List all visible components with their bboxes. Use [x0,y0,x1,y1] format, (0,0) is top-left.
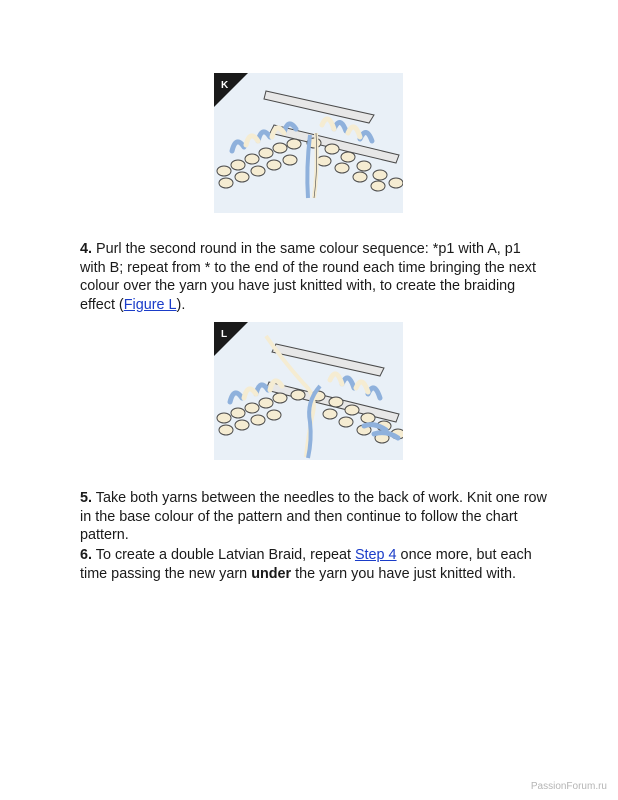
step-5-number: 5. [80,490,93,506]
step-4-number: 4. [80,241,93,257]
step-5-paragraph [80,489,550,545]
step-6-number: 6. [80,547,93,563]
step-6-emphasis: under [251,565,292,582]
step-4-paragraph [80,240,550,314]
watermark: PassionForum.ru [530,781,607,792]
step-4-text: Purl the second round in the same colour sequence: *p1 with A, p1 with B; repeat from * to the end of the round each time bringing the next colour over the yarn you have just knitted with, to create the braiding effect ( [80,241,536,313]
figure-k-label: K [221,80,229,91]
figure-l-label: L [221,329,228,340]
step-4-link[interactable]: Step 4 [354,547,397,563]
figure-l-corner [214,322,248,356]
figure-k-corner [214,73,248,107]
figure-k-illustration [214,73,403,213]
step-6-text-middle: once more, but each time passing the new yarn [80,547,532,582]
back-needle [272,344,384,376]
step-5-text: Take both yarns between the needles to the back of work. Knit one row in the base colour of the pattern and then continue to follow the chart pattern. [80,490,547,543]
figure-l-drawing [214,322,403,460]
back-needle [264,91,374,123]
step-6-text: To create a double Latvian Braid, repeat [92,547,355,563]
figure-k-drawing [214,73,403,213]
step-6-text-end: the yarn you have just knitted with. [291,565,516,582]
step-6-paragraph [80,546,550,583]
figure-l-illustration [214,322,403,460]
figure-l-link[interactable]: Figure L [123,296,177,313]
step-4-text-end: ). [176,296,186,313]
